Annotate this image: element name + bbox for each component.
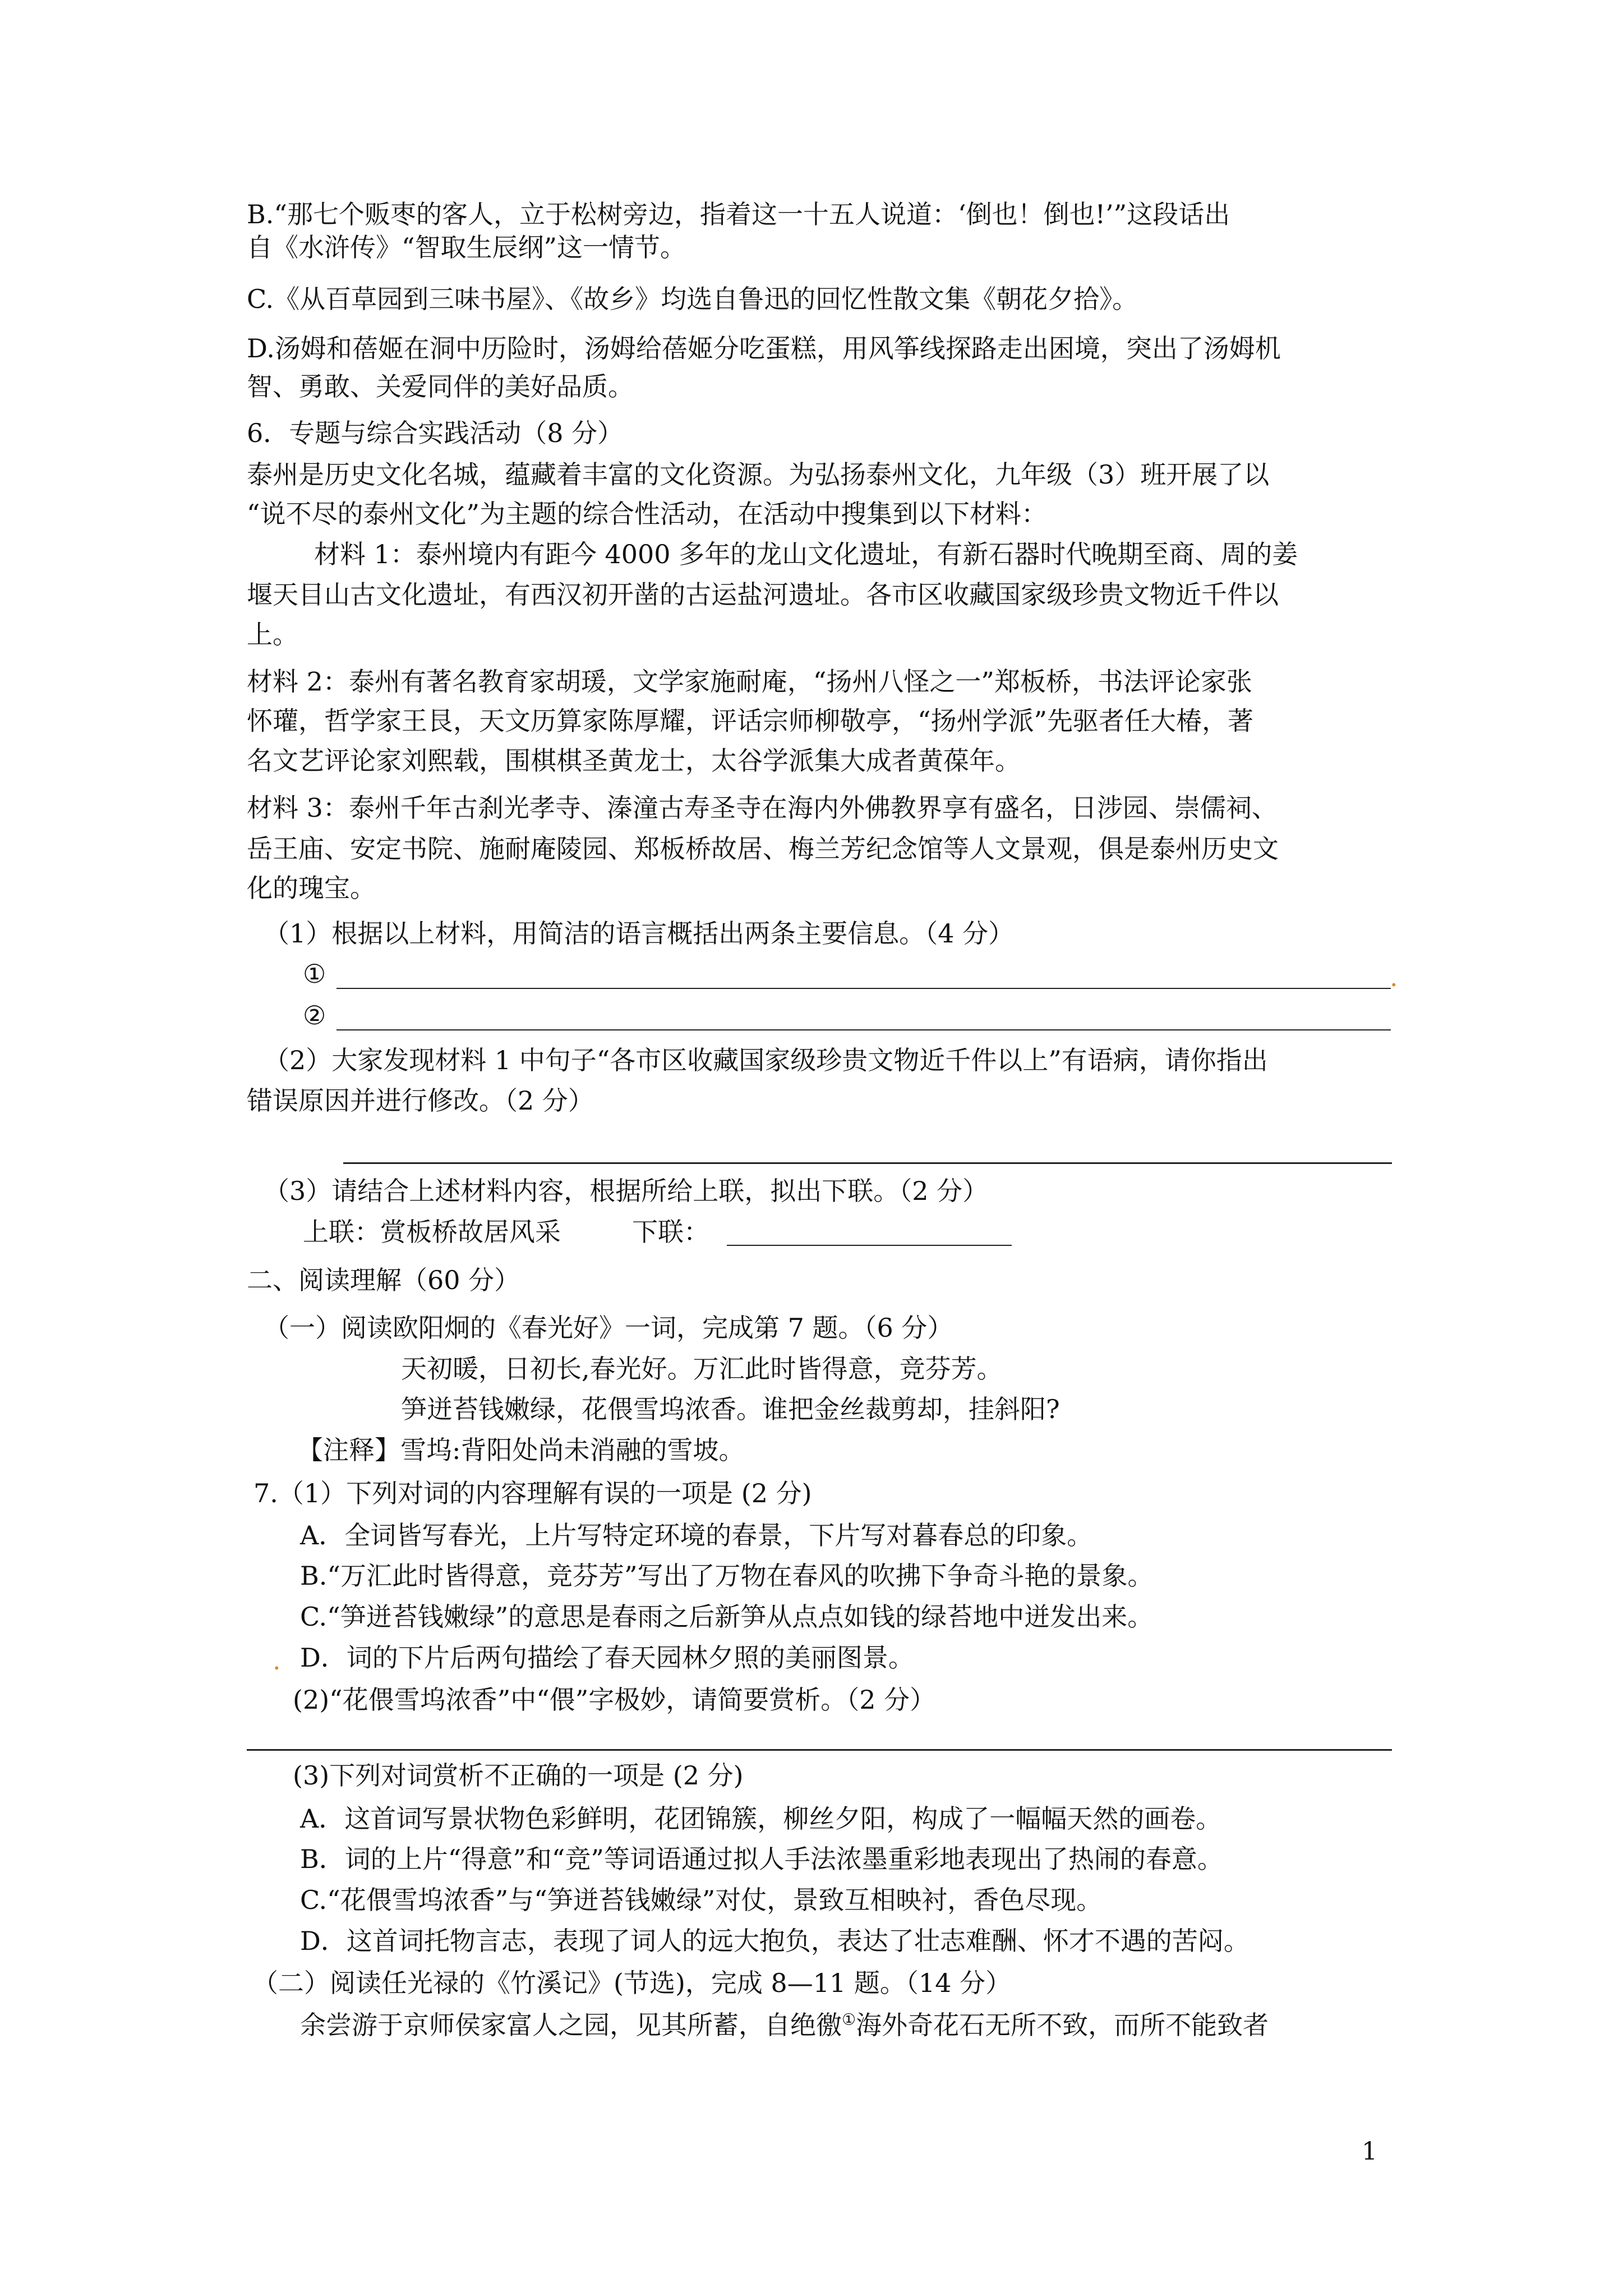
question-7-1-option-a: A．全词皆写春光，上片写特定环境的春景，下片写对暮春总的印象。 (300, 1520, 1093, 1550)
question-6-title: 6．专题与综合实践活动（8 分） (247, 418, 624, 448)
question-6-2-line-2: 错误原因并进行修改。（2 分） (247, 1085, 594, 1116)
question-7-3-option-d: D．这首词托物言志，表现了词人的远大抱负，表达了壮志难酬、怀才不遇的苦闷。 (300, 1926, 1249, 1956)
poem-line-1: 天初暖，日初长,春光好。万汇此时皆得意，竞芬芳。 (401, 1354, 1003, 1384)
answer-line-1[interactable] (336, 988, 1391, 989)
couplet-upper: 上联：赏板桥故居风采 (303, 1217, 561, 1247)
question-6-1: （1）根据以上材料，用简洁的语言概括出两条主要信息。（4 分） (264, 918, 1015, 949)
stray-mark: . (1390, 962, 1398, 992)
poem-note: 【注释】雪坞:背阳处尚未消融的雪坡。 (297, 1435, 745, 1465)
answer-line-3[interactable] (343, 1162, 1392, 1164)
couplet-lower-label: 下联： (632, 1217, 709, 1247)
part-1-title: （一）阅读欧阳炯的《春光好》一词，完成第 7 题。（6 分） (264, 1313, 953, 1343)
material-1-line-3: 上。 (247, 619, 298, 650)
question-7-1: 7.（1）下列对词的内容理解有误的一项是 (2 分) (253, 1478, 812, 1508)
material-1-line-1: 材料 1：泰州境内有距今 4000 多年的龙山文化遗址，有新石器时代晚期至商、周的姜 (314, 539, 1298, 569)
prose-line-1-end: 海外奇花石无所不致，而所不能致者 (856, 2010, 1269, 2040)
answer-line-4[interactable] (247, 1749, 1392, 1751)
question-7-3-option-b: B．词的上片“得意”和“竞”等词语通过拟人手法浓墨重彩地表现出了热闹的春意。 (300, 1844, 1223, 1874)
page-number: 1 (1362, 2137, 1377, 2166)
material-3-line-1: 材料 3：泰州千年古刹光孝寺、溱潼古寿圣寺在海内外佛教界享有盛名，日涉园、崇儒祠、 (247, 793, 1278, 823)
poem-line-2: 笋迸苔钱嫩绿，花偎雪坞浓香。谁把金丝裁剪却，挂斜阳? (401, 1394, 1060, 1424)
option-b-line-1: B.“那七个贩枣的客人，立于松树旁边，指着这一十五人说道：‘倒也！倒也!’”这段话出 (247, 199, 1230, 229)
option-c-line: C.《从百草园到三味书屋》、《故乡》均选自鲁迅的回忆性散文集《朝花夕拾》。 (247, 284, 1138, 314)
question-7-3-option-a: A．这首词写景状物色彩鲜明，花团锦簇，柳丝夕阳，构成了一幅幅天然的画卷。 (300, 1803, 1222, 1834)
option-d-line-1: D.汤姆和蓓姬在洞中历险时，汤姆给蓓姬分吃蛋糕，用风筝线探路走出困境，突出了汤姆机 (247, 333, 1281, 364)
intro-line-2: “说不尽的泰州文化”为主题的综合性活动，在活动中搜集到以下材料： (247, 499, 1048, 529)
question-7-1-option-b: B.“万汇此时皆得意，竞芬芳”写出了万物在春风的吹拂下争奇斗艳的景象。 (300, 1561, 1154, 1591)
material-3-line-3: 化的瑰宝。 (247, 873, 376, 903)
answer-line-2[interactable] (336, 1029, 1391, 1030)
prose-line-1-start: 余尝游于京师侯家富人之园，见其所蓄，自绝徼 (300, 2010, 842, 2040)
question-7-1-option-c: C.“笋迸苔钱嫩绿”的意思是春雨之后新笋从点点如钱的绿苔地中迸发出来。 (300, 1602, 1154, 1632)
section-2-title: 二、阅读理解（60 分） (247, 1265, 520, 1295)
intro-line-1: 泰州是历史文化名城，蕴藏着丰富的文化资源。为弘扬泰州文化，九年级（3）班开展了以 (247, 459, 1270, 490)
question-7-1-option-d: D．词的下片后两句描绘了春天园林夕照的美丽图景。 (300, 1642, 914, 1673)
option-d-line-2: 智、勇敢、关爱同伴的美好品质。 (247, 371, 634, 402)
question-7-2: (2)“花偎雪坞浓香”中“偎”字极妙，请简要赏析。（2 分） (293, 1685, 936, 1715)
material-3-line-2: 岳王庙、安定书院、施耐庵陵园、郑板桥故居、梅兰芳纪念馆等人文景观，俱是泰州历史文 (247, 834, 1279, 864)
material-2-line-1: 材料 2：泰州有著名教育家胡瑗，文学家施耐庵，“扬州八怪之一”郑板桥，书法评论家张 (247, 666, 1252, 697)
question-6-3: （3）请结合上述材料内容，根据所给上联，拟出下联。（2 分） (264, 1176, 989, 1206)
material-2-line-3: 名文艺评论家刘熙载，围棋棋圣黄龙士，太谷学派集大成者黄葆年。 (247, 746, 1021, 776)
answer-marker-2: ② (303, 1000, 326, 1030)
option-b-line-2: 自《水浒传》“智取生辰纲”这一情节。 (247, 232, 686, 263)
couplet-lower-blank[interactable] (727, 1245, 1012, 1246)
orange-dot: . (273, 1645, 281, 1676)
question-6-2-line-1: （2）大家发现材料 1 中句子“各市区收藏国家级珍贵文物近千件以上”有语病，请你指出 (264, 1045, 1268, 1075)
footnote-marker: ① (842, 2010, 856, 2029)
question-7-3: (3)下列对词赏析不正确的一项是 (2 分) (293, 1760, 744, 1791)
answer-marker-1: ① (303, 959, 326, 989)
material-1-line-2: 堰天目山古文化遗址，有西汉初开凿的古运盐河遗址。各市区收藏国家级珍贵文物近千件以 (247, 579, 1279, 610)
material-2-line-2: 怀瓘，哲学家王艮，天文历算家陈厚耀，评话宗师柳敬亭，“扬州学派”先驱者任大椿，著 (247, 706, 1254, 736)
question-7-3-option-c: C.“花偎雪坞浓香”与“笋迸苔钱嫩绿”对仗，景致互相映衬，香色尽现。 (300, 1885, 1103, 1915)
prose-line-1 (300, 2008, 1269, 2042)
part-2-title: （二）阅读任光禄的《竹溪记》(节选)，完成 8—11 题。（14 分） (252, 1968, 1012, 1998)
